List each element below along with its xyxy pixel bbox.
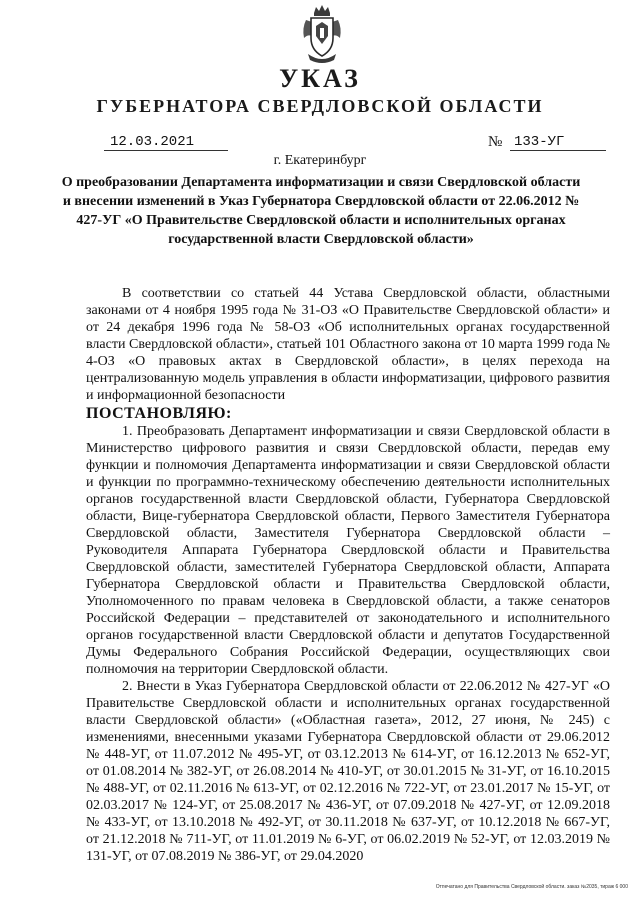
postanovlyayu-label: ПОСТАНОВЛЯЮ:	[86, 405, 232, 422]
decree-heading: О преобразовании Департамента информатизации и связи Свердловской области и внесении изменений в Указ Губернатора Свердловской области от 22.06.2012 № 427-УГ «О Правительстве Свердловской области и исполнительных органах государственной власти Свердловской области»	[61, 175, 581, 247]
city: г. Екатеринбург	[273, 153, 367, 168]
print-footer: Отпечатано для Правительства Свердловской области. заказ №2035, тираж 6 000	[435, 884, 628, 890]
decree-body	[86, 285, 610, 865]
preamble-paragraph: В соответствии со статьей 44 Устава Свердловской области, областными законами от 4 ноября 1995 года № 31-ОЗ «О Правительстве Свердловской области» и от 24 декабря 1996 года № 58-ОЗ «Об исполнительных органах государственной власти Свердловской области», статьей 101 Областного закона от 10 марта 1999 года № 4-ОЗ «О правовых актах в Свердловской области», в целях перехода на централизованную модель управления в области информатизации, цифрового развития и информационной безопасности	[86, 286, 610, 403]
item-2-paragraph: 2. Внести в Указ Губернатора Свердловской области от 22.06.2012 № 427-УГ «О Правительстве Свердловской области и исполнительных органах государственной власти Свердловской области» («Областная газета», 2012, 27 июня, № 245) с изменениями, внесенными указами Губернатора Свердловской области от 29.06.2012 № 448-УГ, от 11.07.2012 № 495-УГ, от 03.12.2013 № 614-УГ, от 16.12.2013 № 652-УГ, от 01.08.2014 № 382-УГ, от 26.08.2014 № 410-УГ, от 30.01.2015 № 31-УГ, от 16.10.2015 № 488-УГ, от 02.11.2016 № 613-УГ, от 02.12.2016 № 722-УГ, от 23.01.2017 № 15-УГ, от 02.03.2017 № 124-УГ, от 25.08.2017 № 436-УГ, от 07.09.2018 № 427-УГ, от 12.09.2018 № 433-УГ, от 13.10.2018 № 492-УГ, от 30.11.2018 № 637-УГ, от 10.12.2018 № 667-УГ, от 21.12.2018 № 711-УГ, от 11.01.2019 № 6-УГ, от 06.02.2019 № 52-УГ, от 12.03.2019 № 131-УГ, от 07.08.2019 № 386-УГ, от 29.04.2020	[86, 679, 610, 864]
decree-issuer: ГУБЕРНАТОРА СВЕРДЛОВСКОЙ ОБЛАСТИ	[96, 96, 544, 116]
decree-date: 12.03.2021	[104, 134, 228, 151]
decree-title: УКАЗ	[279, 64, 361, 93]
item-1-paragraph: 1. Преобразовать Департамент информатизации и связи Свердловской области в Министерство цифрового развития и связи Свердловской области, передав ему функции и полномочия Департамента информатизации и связи Свердловской области и функции по программно-техническому обеспечению деятельности исполнительных органов государственной власти Свердловской области, Губернатора Свердловской области, Вице-губернатора Свердловской области, Первого Заместителя Губернатора Свердловской области, Заместителя Губернатора Свердловской области – Руководителя Аппарата Губернатора Свердловской области и Правительства Свердловской области, заместителей Губернатора Свердловской области, Аппарата Губернатора Свердловской области и Правительства Свердловской области, Уполномоченного по правам человека в Свердловской области, а также сенаторов Российской Федерации – представителей от законодательного и исполнительного органов государственной власти Свердловской области и депутатов Государственной Думы Федерального Собрания Российской Федерации, осуществляющих свои полномочия на территории Свердловской области.	[86, 424, 610, 677]
decree-number: 133-УГ	[510, 134, 606, 151]
number-sign: №	[488, 134, 503, 150]
coat-of-arms-icon	[300, 4, 344, 66]
